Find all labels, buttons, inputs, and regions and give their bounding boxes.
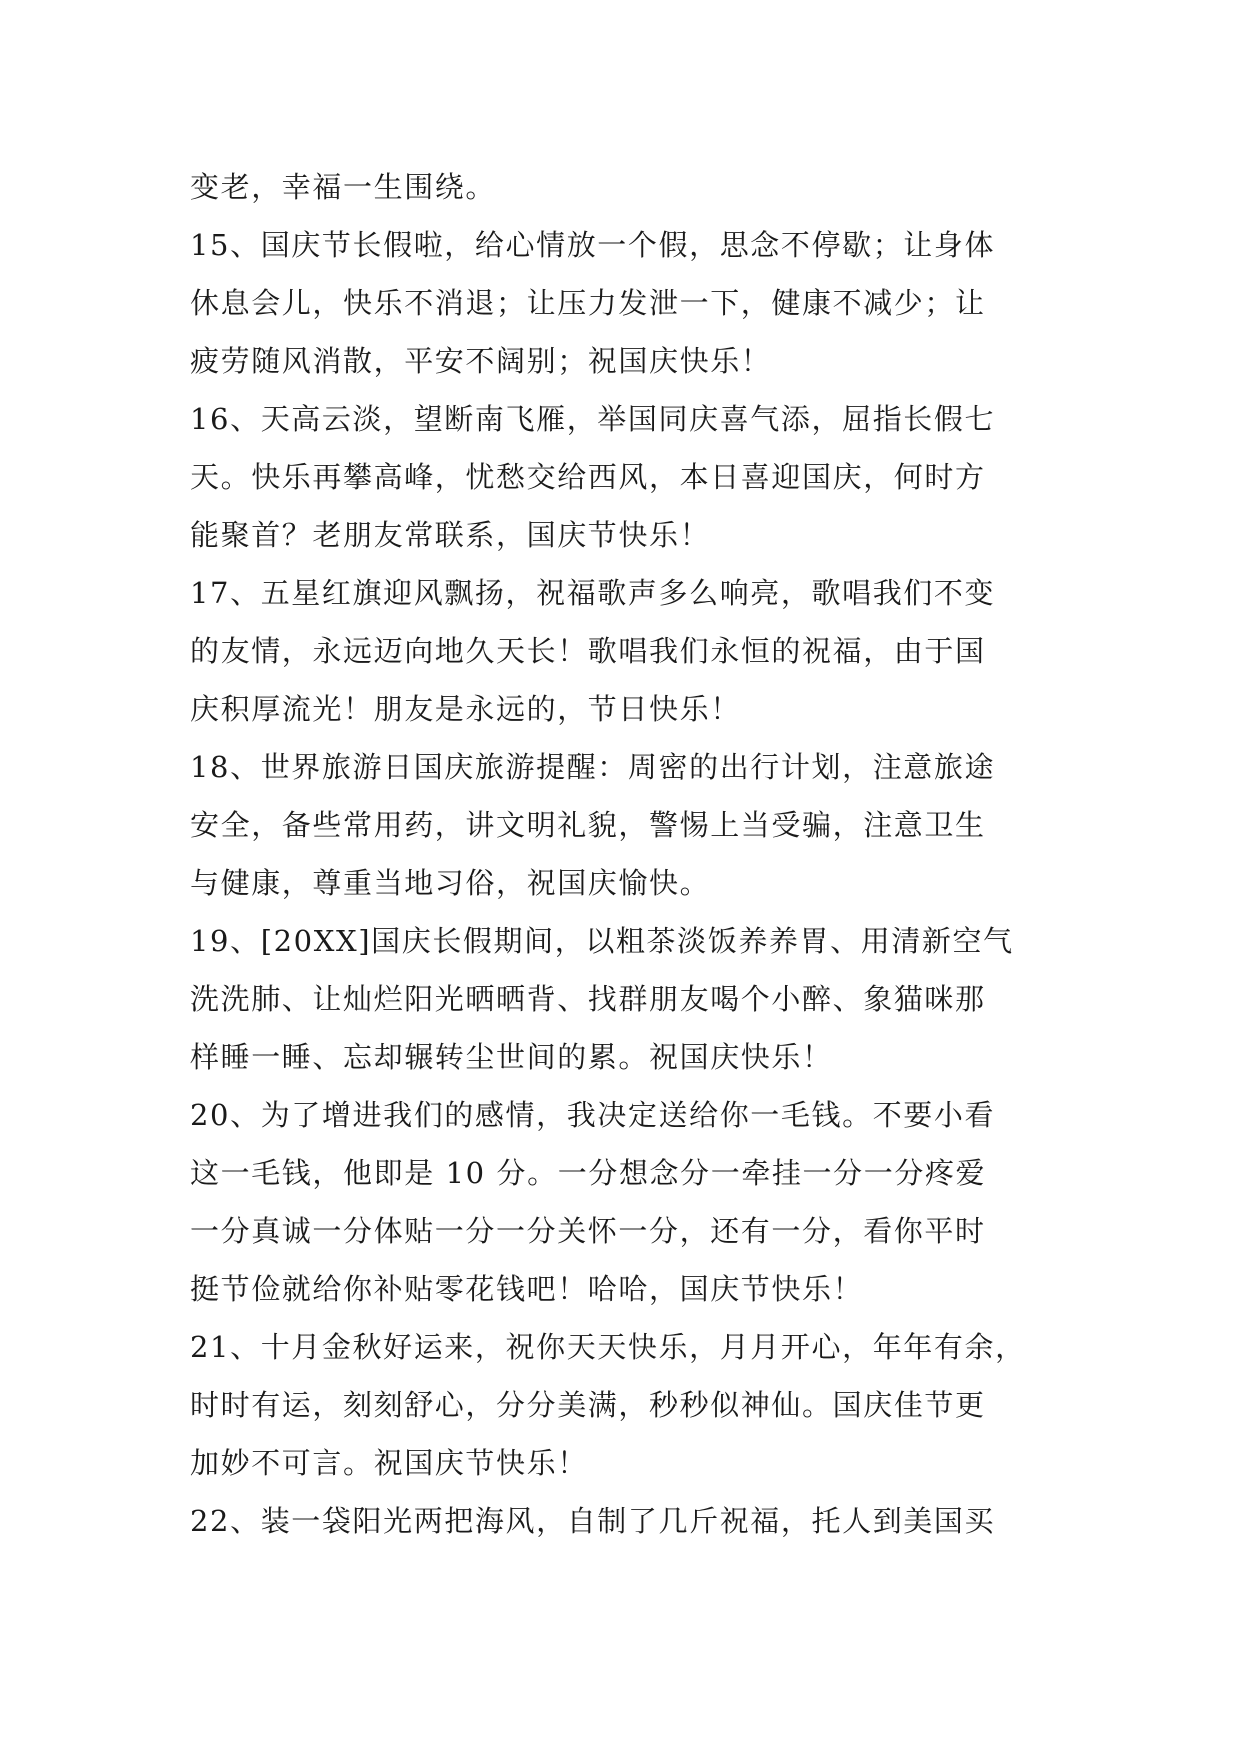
text-line: 安全，备些常用药，讲文明礼貌，警惕上当受骗，注意卫生 (190, 808, 986, 842)
text-line: 这一毛钱，他即是 10 分。一分想念分一牵挂一分一分疼爱 (190, 1156, 987, 1190)
text-line: 22、装一袋阳光两把海风，自制了几斤祝福，托人到美国买 (190, 1504, 996, 1538)
text-line: 的友情，永远迈向地久天长！歌唱我们永恒的祝福，由于国 (190, 634, 986, 668)
text-line: 疲劳随风消散，平安不阔别；祝国庆快乐！ (190, 344, 772, 378)
text-line: 样睡一睡、忘却辗转尘世间的累。祝国庆快乐！ (190, 1040, 833, 1074)
text-line: 庆积厚流光！朋友是永远的，节日快乐！ (190, 692, 741, 726)
document-body (190, 158, 1050, 1550)
text-line: 21、十月金秋好运来，祝你天天快乐，月月开心，年年有余， (190, 1330, 1026, 1364)
text-line: 洗洗肺、让灿烂阳光晒晒背、找群朋友喝个小醉、象猫咪那 (190, 982, 986, 1016)
text-line: 加妙不可言。祝国庆节快乐！ (190, 1446, 588, 1480)
text-line: 休息会儿，快乐不消退；让压力发泄一下，健康不减少；让 (190, 286, 986, 320)
text-line: 17、五星红旗迎风飘扬，祝福歌声多么响亮，歌唱我们不变 (190, 576, 996, 610)
text-line: 天。快乐再攀高峰，忧愁交给西风，本日喜迎国庆，何时方 (190, 460, 986, 494)
text-line: 变老，幸福一生围绕。 (190, 170, 497, 204)
text-line: 19、[20XX]国庆长假期间，以粗茶淡饭养养胃、用清新空气 (190, 924, 1014, 958)
text-line: 时时有运，刻刻舒心，分分美满，秒秒似神仙。国庆佳节更 (190, 1388, 986, 1422)
text-line: 能聚首？老朋友常联系，国庆节快乐！ (190, 518, 711, 552)
text-line: 15、国庆节长假啦，给心情放一个假，思念不停歇；让身体 (190, 228, 996, 262)
text-line: 18、世界旅游日国庆旅游提醒：周密的出行计划，注意旅途 (190, 750, 996, 784)
text-line: 一分真诚一分体贴一分一分关怀一分，还有一分，看你平时 (190, 1214, 986, 1248)
text-line: 16、天高云淡，望断南飞雁，举国同庆喜气添，屈指长假七 (190, 402, 996, 436)
text-line: 挺节俭就给你补贴零花钱吧！哈哈，国庆节快乐！ (190, 1272, 864, 1306)
text-line: 与健康，尊重当地习俗，祝国庆愉快。 (190, 866, 711, 900)
text-line: 20、为了增进我们的感情，我决定送给你一毛钱。不要小看 (190, 1098, 996, 1132)
